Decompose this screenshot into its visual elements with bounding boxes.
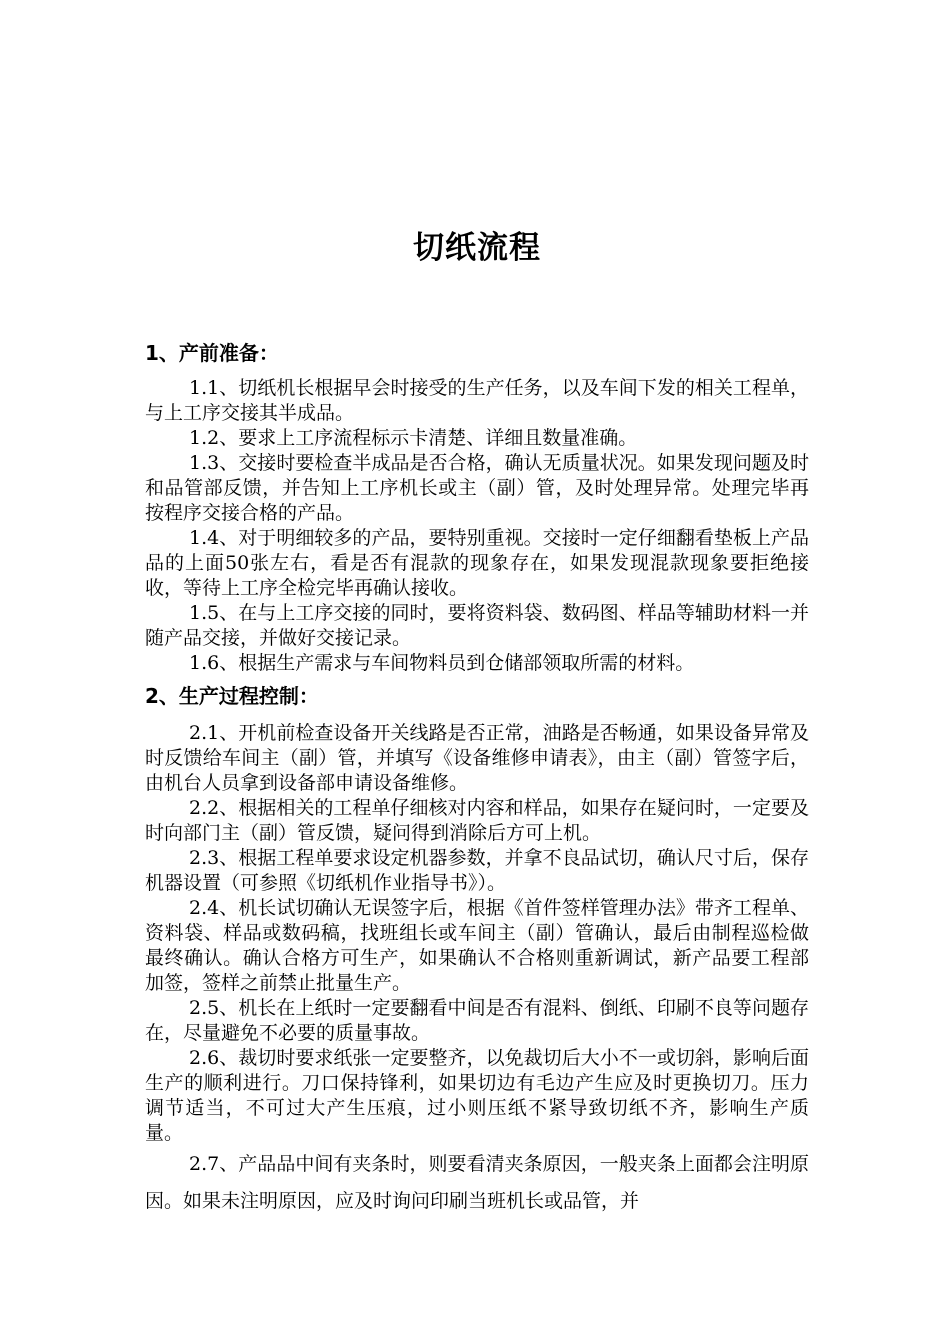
- paragraph-2-3: 2.3、根据工程单要求设定机器参数，并拿不良品试切，确认尺寸后，保存机器设置（可参照《切纸机作业指导书》）。: [145, 847, 809, 894]
- paragraph-1-4: 1.4、对于明细较多的产品，要特别重视。交接时一定仔细翻看垫板上产品品的上面50张左右，看是否有混款的现象存在，如果发现混款现象要拒绝接收，等待上工序全检完毕再确认接收。: [145, 527, 809, 599]
- paragraph-1-5: 1.5、在与上工序交接的同时，要将资料袋、数码图、样品等辅助材料一并随产品交接，并做好交接记录。: [145, 602, 809, 649]
- paragraph-2-5: 2.5、机长在上纸时一定要翻看中间是否有混料、倒纸、印刷不良等问题存在，尽量避免不必要的质量事故。: [145, 997, 809, 1044]
- paragraph-2-4: 2.4、机长试切确认无误签字后，根据《首件签样管理办法》带齐工程单、资料袋、样品或数码稿，找班组长或车间主（副）管确认，最后由制程巡检做最终确认。确认合格方可生产，如果确认不合格则重新调试，新产品要工程部加签，签样之前禁止批量生产。: [145, 897, 809, 994]
- section-preparation: [145, 338, 809, 676]
- paragraph-2-7: 2.7、产品品中间有夹条时，则要看清夹条原因，一般夹条上面都会注明原因。如果未注明原因，应及时询问印刷当班机长或品管，并: [145, 1153, 809, 1212]
- paragraph-2-6: 2.6、裁切时要求纸张一定要整齐，以免裁切后大小不一或切斜，影响后面生产的顺利进行。刀口保持锋利，如果切边有毛边产生应及时更换切刀。压力调节适当，不可过大产生压痕，过小则压纸不紧导致切纸不齐，影响生产质量。: [145, 1047, 809, 1144]
- paragraph-1-6: 1.6、根据生产需求与车间物料员到仓储部领取所需的材料。: [189, 652, 695, 674]
- paragraph-1-1: 1.1、切纸机长根据早会时接受的生产任务，以及车间下发的相关工程单，与上工序交接其半成品。: [145, 377, 809, 424]
- paragraph-2-1: 2.1、开机前检查设备开关线路是否正常，油路是否畅通，如果设备异常及时反馈给车间主（副）管，并填写《设备维修申请表》，由主（副）管签字后，由机台人员拿到设备部申请设备维修。: [145, 722, 809, 794]
- section-heading: 1、产前准备：: [145, 341, 279, 365]
- paragraph-2-2: 2.2、根据相关的工程单仔细核对内容和样品，如果存在疑问时，一定要及时向部门主（副）管反馈，疑问得到消除后方可上机。: [145, 797, 809, 844]
- section-process-control: [145, 681, 809, 1220]
- page-title: 切纸流程: [413, 230, 541, 266]
- paragraph-1-2: 1.2、要求上工序流程标示卡清楚、详细且数量准确。: [189, 427, 638, 449]
- paragraph-1-3: 1.3、交接时要检查半成品是否合格，确认无质量状况。如果发现问题及时和品管部反馈，并告知上工序机长或主（副）管，及时处理异常。处理完毕再按程序交接合格的产品。: [145, 452, 809, 524]
- section-heading: 2、生产过程控制：: [145, 684, 319, 708]
